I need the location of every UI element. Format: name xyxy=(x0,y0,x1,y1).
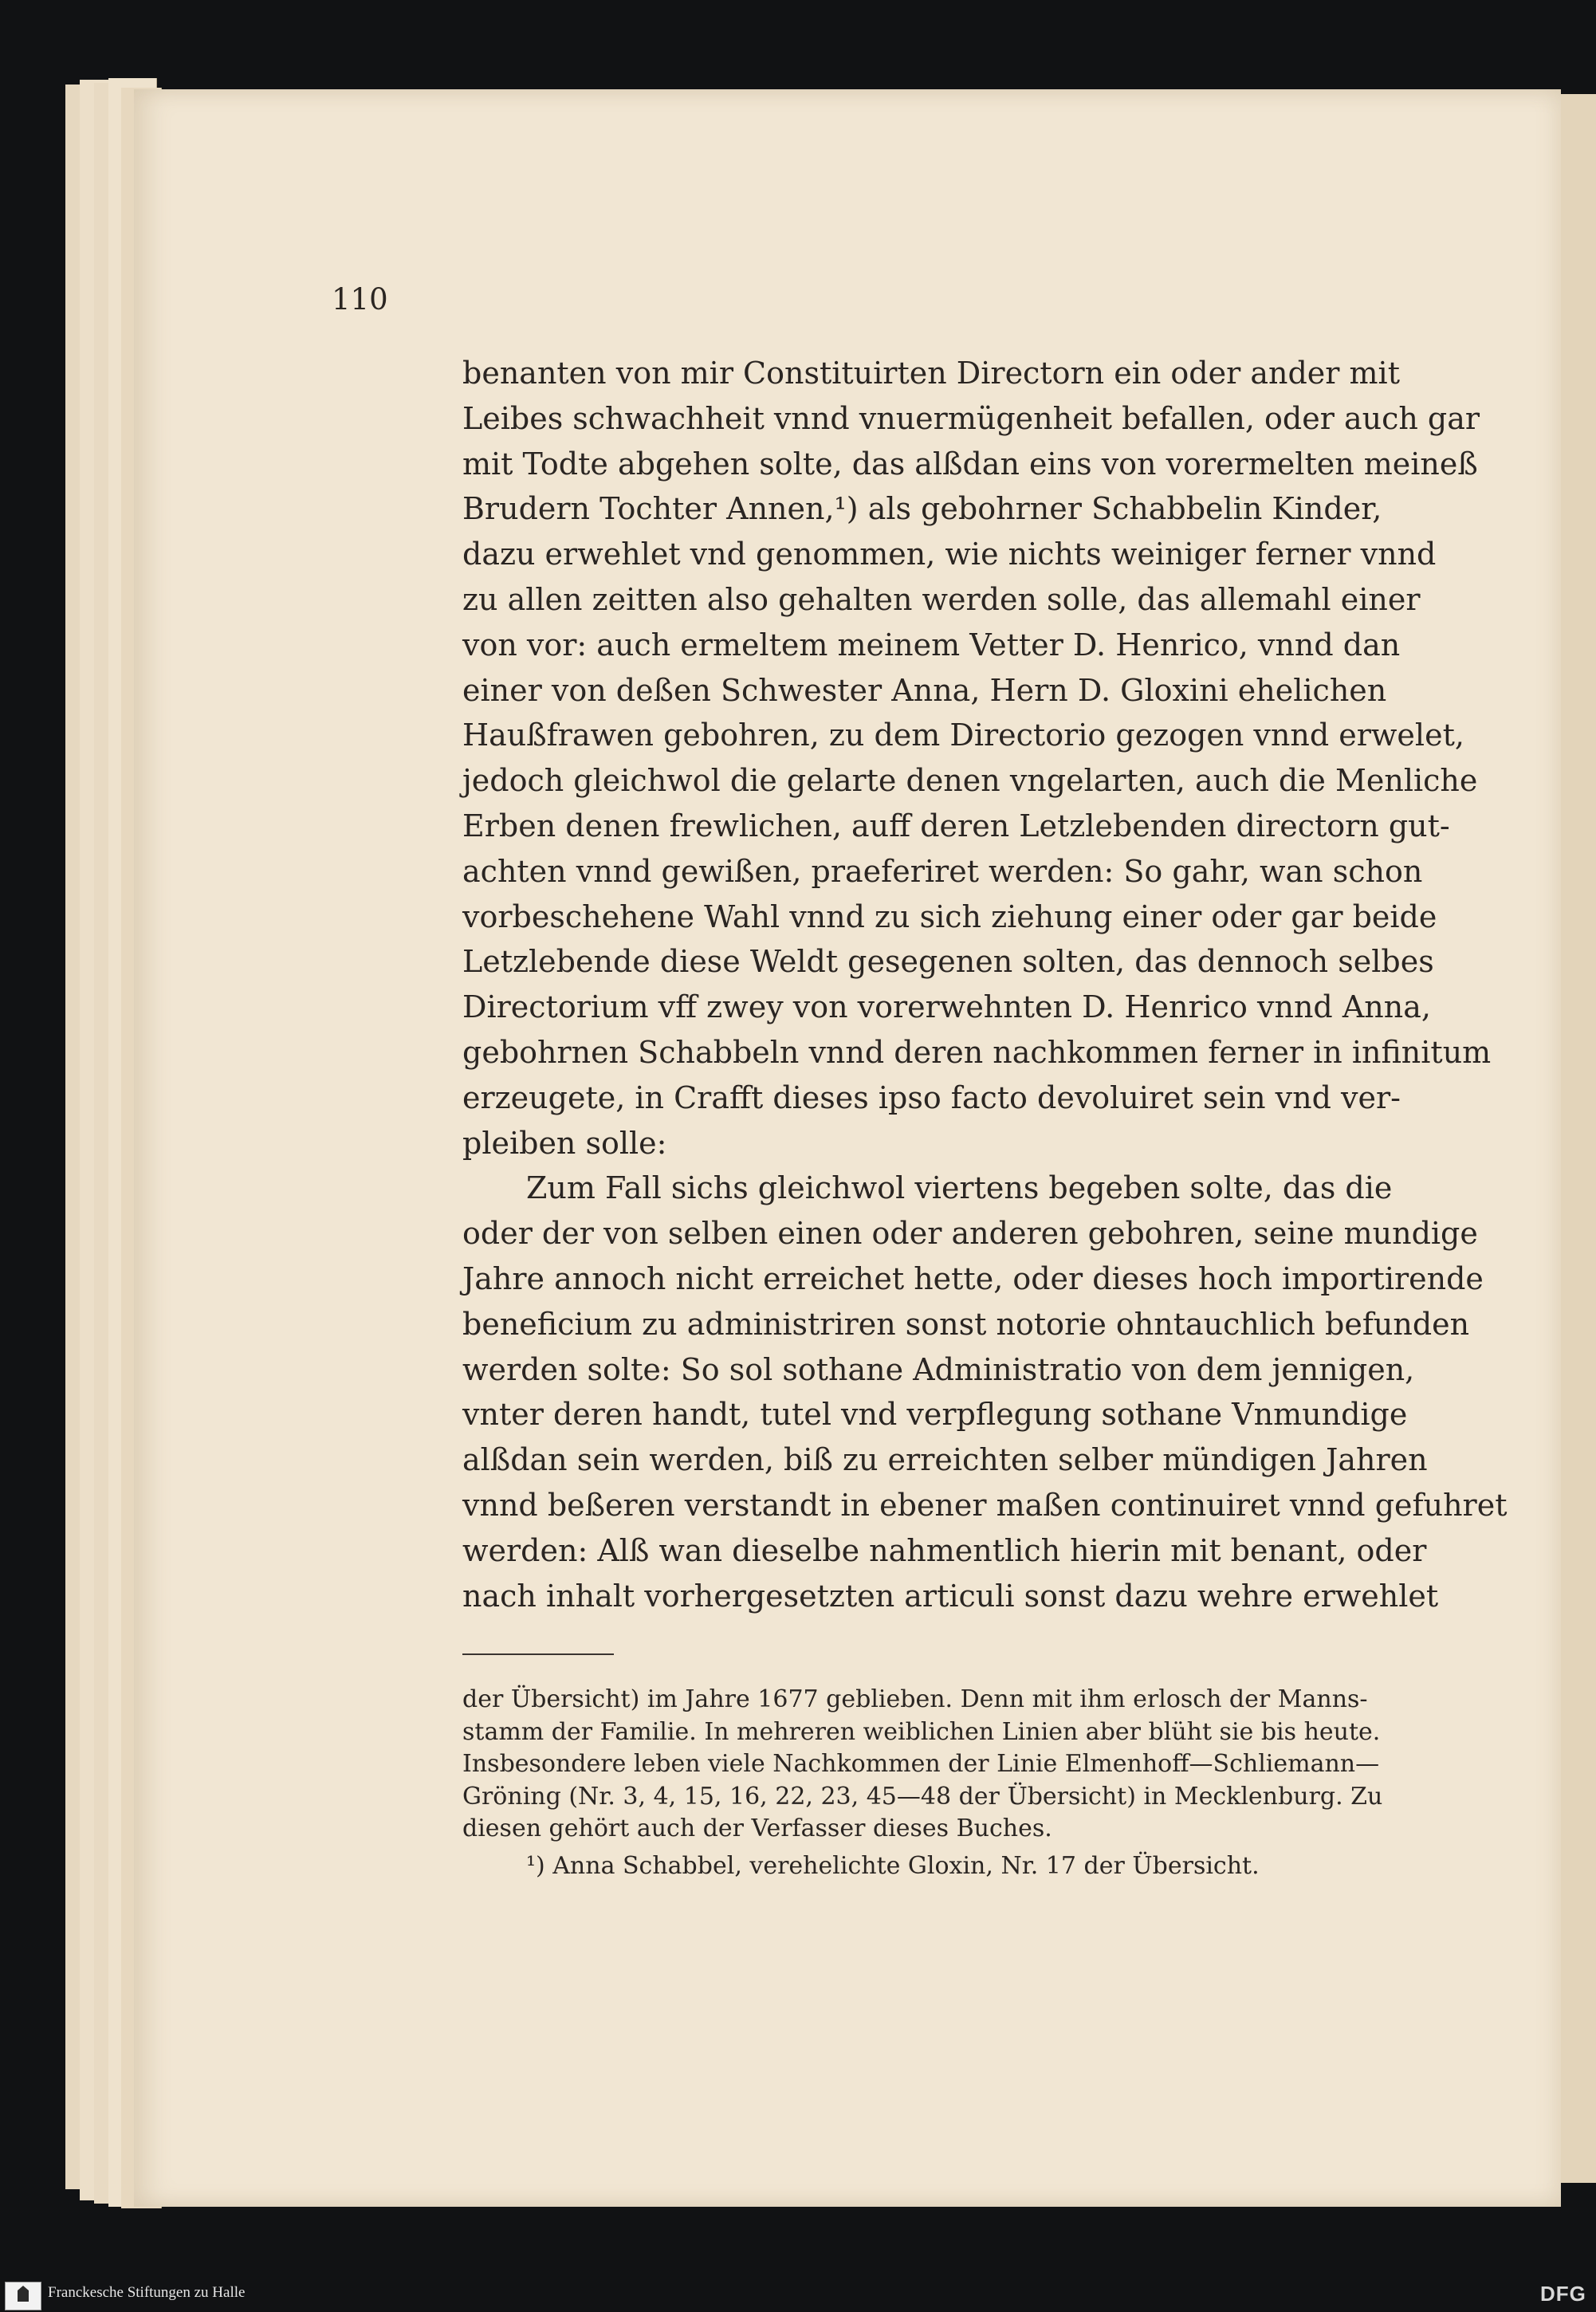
page-number: 110 xyxy=(332,282,388,317)
text-line: vnter deren handt, tutel vnd verpflegung sothane Vnmundige xyxy=(462,1397,1408,1433)
text-line: einer von deßen Schwester Anna, Hern D. Gloxini ehelichen xyxy=(462,672,1387,708)
footnote-line: diesen gehört auch der Verfasser dieses Buches. xyxy=(462,1815,1052,1842)
text-line: Letzlebende diese Weldt gesegenen solten, das dennoch selbes xyxy=(462,944,1434,980)
footnotes xyxy=(462,1684,1383,1882)
footnote-line: stamm der Familie. In mehreren weiblichen Linien aber blüht sie bis heute. xyxy=(462,1717,1381,1746)
footnote-line: Gröning (Nr. 3, 4, 15, 16, 22, 23, 45—48 der Übersicht) in Mecklenburg. Zu xyxy=(462,1782,1383,1811)
text-line: oder der von selben einen oder anderen gebohren, seine mundige xyxy=(462,1216,1478,1252)
text-line: vorbeschehene Wahl vnnd zu sich ziehung einer oder gar beide xyxy=(462,898,1437,934)
text-line: mit Todte abgehen solte, das alßdan eins von vorermelten meineß xyxy=(462,446,1478,482)
dfg-logo[interactable]: DFG xyxy=(1540,2282,1586,2306)
text-line: jedoch gleichwol die gelarte denen vngelarten, auch die Menliche xyxy=(462,763,1478,799)
text-line: Erben denen frewlichen, auff deren Letzlebenden directorn gut- xyxy=(462,808,1450,843)
text-line: Jahre annoch nicht erreichet hette, oder dieses hoch importirende xyxy=(462,1260,1484,1296)
footnote-1: ¹) Anna Schabbel, verehelichte Gloxin, Nr. 17 der Übersicht. xyxy=(526,1851,1260,1880)
text-line: alßdan sein werden, biß zu erreichten selber mündigen Jahren xyxy=(462,1442,1428,1478)
body-text xyxy=(462,351,1508,1618)
footnote-line: der Übersicht) im Jahre 1677 geblieben. Denn mit ihm erlosch der Manns- xyxy=(462,1685,1368,1713)
text-line: von vor: auch ermeltem meinem Vetter D. Henrico, vnnd dan xyxy=(462,627,1401,663)
institution-name[interactable]: Franckesche Stiftungen zu Halle xyxy=(48,2284,246,2301)
footnote-line: Insbesondere leben viele Nachkommen der Linie Elmenhoff—Schliemann— xyxy=(462,1750,1380,1778)
text-line: Leibes schwachheit vnnd vnuermügenheit befallen, oder auch gar xyxy=(462,400,1480,436)
institution-logo[interactable] xyxy=(5,2282,41,2310)
text-line: benanten von mir Constituirten Directorn ein oder ander mit xyxy=(462,356,1400,391)
text-line: werden solte: So sol sothane Administratio von dem jennigen, xyxy=(462,1351,1415,1387)
text-line: Brudern Tochter Annen,¹) als gebohrner Schabbelin Kinder, xyxy=(462,491,1382,527)
text-line: dazu erwehlet vnd genommen, wie nichts weiniger ferner vnnd xyxy=(462,537,1437,572)
facing-page-edge xyxy=(1559,94,1596,2183)
text-line: Directorium vff zwey von vorerwehnten D. Henrico vnnd Anna, xyxy=(462,989,1431,1025)
text-line: werden: Alß wan dieselbe nahmentlich hierin mit benant, oder xyxy=(462,1532,1427,1568)
footnote-divider xyxy=(462,1653,614,1655)
text-line: gebohrnen Schabbeln vnnd deren nachkommen ferner in infinitum xyxy=(462,1034,1492,1070)
text-line: beneficium zu administriren sonst notorie ohntauchlich befunden xyxy=(462,1306,1470,1342)
text-line: pleiben solle: xyxy=(462,1125,667,1161)
text-line: zu allen zeitten also gehalten werden solle, das allemahl einer xyxy=(462,581,1421,617)
text-line: Haußfrawen gebohren, zu dem Directorio gezogen vnnd erwelet, xyxy=(462,718,1464,753)
text-line: achten vnnd gewißen, praeferiret werden: So gahr, wan schon xyxy=(462,853,1423,889)
text-line: erzeugete, in Crafft dieses ipso facto devoluiret sein vnd ver- xyxy=(462,1079,1401,1115)
text-line: Zum Fall sichs gleichwol viertens begeben solte, das die xyxy=(526,1170,1393,1206)
text-line: vnnd beßeren verstandt in ebener maßen continuiret vnnd gefuhret xyxy=(462,1487,1508,1523)
text-line: nach inhalt vorhergesetzten articuli sonst dazu wehre erwehlet xyxy=(462,1578,1439,1614)
building-icon xyxy=(18,2286,29,2302)
